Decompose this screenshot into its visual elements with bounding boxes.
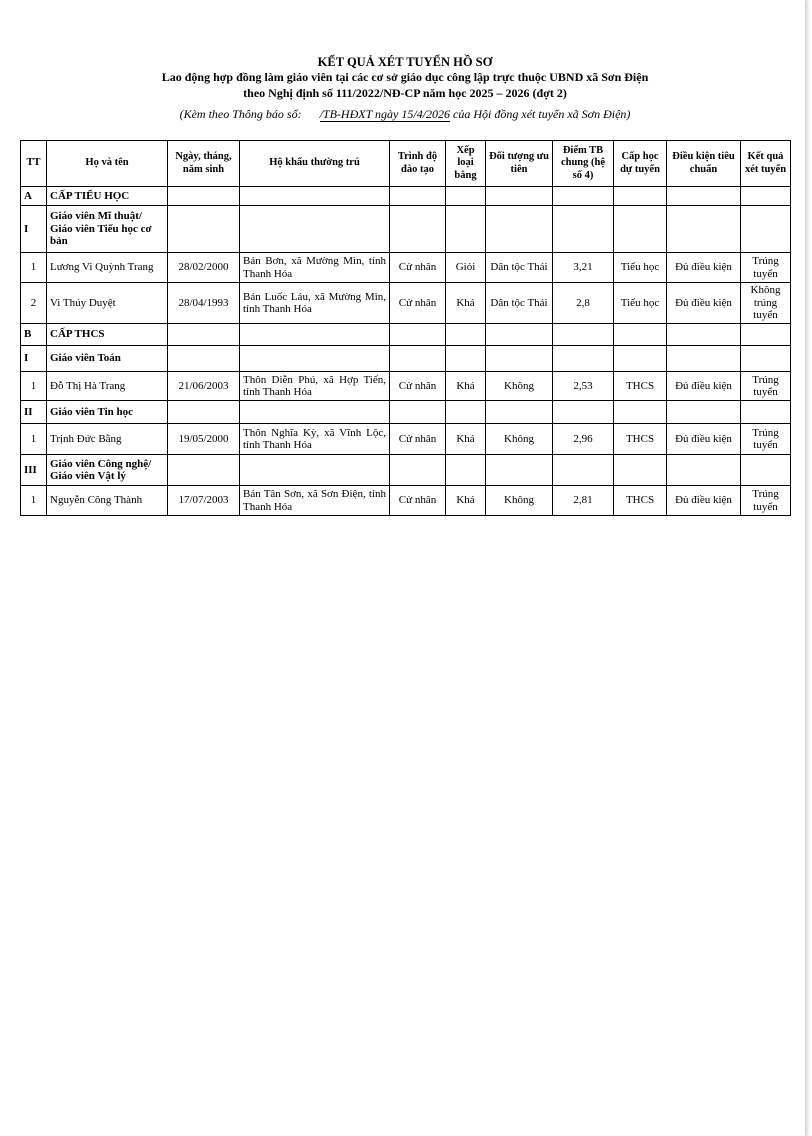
header-priority: Đối tượng ưu tiên xyxy=(486,141,553,187)
section-row: A CẤP TIỂU HỌC xyxy=(21,187,791,206)
header-gpa: Điểm TB chung (hệ số 4) xyxy=(553,141,614,187)
table-header-row xyxy=(21,141,791,187)
section-row: III Giáo viên Công nghệ/ Giáo viên Vật lý xyxy=(21,455,791,486)
table-row: 1 Nguyễn Công Thành 17/07/2003 Bản Tân Sơn, xã Sơn Điện, tỉnh Thanh Hóa Cử nhân Khá Không 2,81 THCS Đủ điều kiện Trúng tuyển xyxy=(21,486,791,516)
header-rank: Xếp loại bằng xyxy=(446,141,486,187)
document-reference-note xyxy=(20,106,790,122)
header-condition: Điều kiện tiêu chuẩn xyxy=(667,141,741,187)
section-row: I Giáo viên Toán xyxy=(21,346,791,372)
table-row: 1 Trịnh Đức Bằng 19/05/2000 Thôn Nghĩa Kỳ, xã Vĩnh Lộc, tỉnh Thanh Hóa Cử nhân Khá Không 2,96 THCS Đủ điều kiện Trúng tuyển xyxy=(21,424,791,455)
header-tt: TT xyxy=(21,141,47,187)
document-subtitle-line-2: theo Nghị định số 111/2022/NĐ-CP năm học 2025 – 2026 (đợt 2) xyxy=(243,86,567,100)
header-result: Kết quả xét tuyển xyxy=(741,141,791,187)
table-row: 1 Lương Vi Quỳnh Trang 28/02/2000 Bản Bơn, xã Mường Mìn, tỉnh Thanh Hóa Cử nhân Giỏi Dân tộc Thái 3,21 Tiểu học Đủ điều kiện Trúng tuyển xyxy=(21,253,791,283)
header-name: Họ và tên xyxy=(47,141,168,187)
document-subtitle-line-1: Lao động hợp đồng làm giáo viên tại các cơ sở giáo dục công lập trực thuộc UBND xã Sơn Điện xyxy=(161,70,649,84)
section-row: I Giáo viên Mĩ thuật/ Giáo viên Tiểu học cơ bản xyxy=(21,206,791,253)
section-row: II Giáo viên Tin học xyxy=(21,401,791,424)
document-title: KẾT QUẢ XÉT TUYỂN HỒ SƠ xyxy=(317,55,493,69)
header-address: Hộ khẩu thường trú xyxy=(240,141,390,187)
note-prefix: (Kèm theo Thông báo số: xyxy=(179,107,302,121)
section-row: B CẤP THCS xyxy=(21,324,791,346)
header-dob: Ngày, tháng, năm sinh xyxy=(168,141,240,187)
header-degree: Trình độ đào tạo xyxy=(390,141,446,187)
table-row: 1 Đỗ Thị Hà Trang 21/06/2003 Thôn Diễn Phú, xã Hợp Tiến, tỉnh Thanh Hóa Cử nhân Khá Không 2,53 THCS Đủ điều kiện Trúng tuyển xyxy=(21,372,791,401)
note-number: /TB-HĐXT ngày 15/4/2026 xyxy=(319,107,451,121)
results-table xyxy=(20,140,791,516)
note-suffix: của Hội đồng xét tuyển xã Sơn Điện) xyxy=(450,107,631,121)
table-row: 2 Vi Thúy Duyệt 28/04/1993 Bản Luốc Láu, xã Mường Mìn, tỉnh Thanh Hóa Cử nhân Khá Dân tộc Thái 2,8 Tiểu học Đủ điều kiện Không trúng tuyển xyxy=(21,283,791,324)
header-level: Cấp học dự tuyển xyxy=(614,141,667,187)
